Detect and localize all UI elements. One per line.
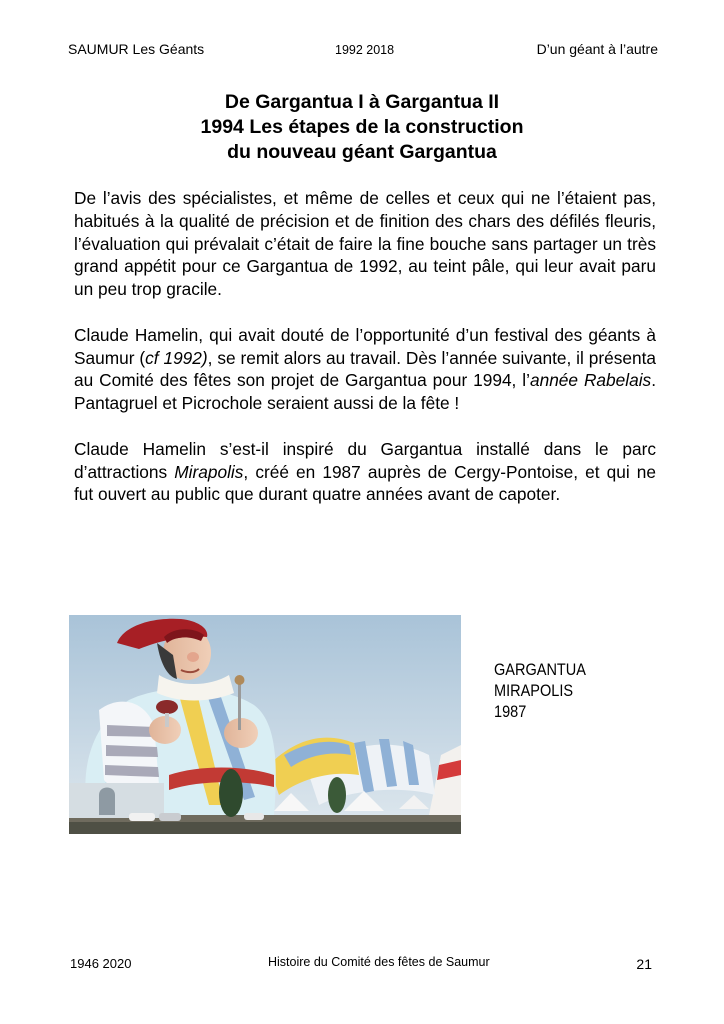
- paragraph-2-part-a: Claude Hamelin, qui avait douté de l’opportunité d’un festival des géants à Saumur (: [74, 324, 656, 368]
- paragraph-2-cf: cf 1992): [145, 347, 208, 368]
- paragraph-2-part-e: . Pantagruel et Picrochole seraient aussi de la fête !: [74, 370, 656, 414]
- caption-line-2: MIRAPOLIS: [494, 682, 574, 700]
- title-line-1: De Gargantua I à Gargantua II: [224, 91, 500, 113]
- page-number: 21: [636, 956, 652, 972]
- gargantua-photo: [69, 615, 461, 834]
- paragraph-1: [74, 187, 656, 301]
- paragraph-3-mirapolis: Mirapolis: [174, 461, 244, 482]
- body-text: [74, 187, 656, 529]
- footer-center: Histoire du Comité des fêtes de Saumur: [268, 955, 490, 969]
- footer-left: 1946 2020: [70, 956, 132, 971]
- paragraph-2-part-c: , se remit alors au travail. Dès l’année suivante, il présenta au Comité des fêtes son projet de Gargantua pour 1994, l’: [74, 347, 656, 391]
- caption-line-3: 1987: [494, 703, 527, 721]
- paragraph-3-part-a: Claude Hamelin s’est-il inspiré du Gargantua installé dans le parc d’attractions: [74, 438, 656, 482]
- header-center: 1992 2018: [335, 43, 395, 57]
- caption-line-1: GARGANTUA: [494, 661, 586, 679]
- page-title: [60, 90, 664, 165]
- header-right: D’un géant à l’autre: [536, 41, 658, 57]
- paragraph-1-text: De l’avis des spécialistes, et même de celles et ceux qui ne l’étaient pas, habitués à la qualité de précision et de finition des chars des défilés fleuris, l’évaluation qui prévalait c’était de faire la fine bouche sans partager un très grand appétit pour ce Gargantua de 1992, au teint pâle, qui leur avait paru un peu trop gracile.: [74, 188, 656, 300]
- title-line-3: du nouveau géant Gargantua: [227, 141, 497, 163]
- photo-caption: [494, 660, 586, 723]
- paragraph-3: [74, 438, 656, 506]
- paragraph-3-part-c: , créé en 1987 auprès de Cergy-Pontoise, et qui ne fut ouvert au public que durant quatre années avant de capoter.: [74, 461, 656, 505]
- paragraph-2-annee-rabelais: année Rabelais: [529, 370, 652, 391]
- title-line-2: 1994 Les étapes de la construction: [200, 116, 524, 138]
- paragraph-2: [74, 324, 656, 415]
- header-left: SAUMUR Les Géants: [68, 41, 205, 57]
